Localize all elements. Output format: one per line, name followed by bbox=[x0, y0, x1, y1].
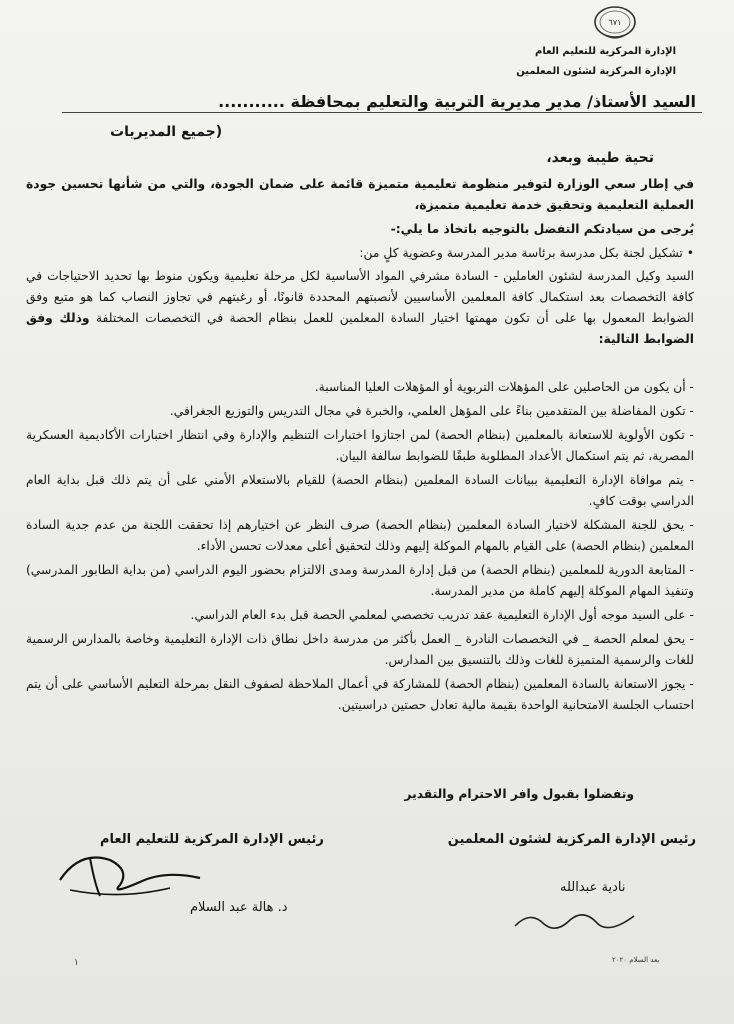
committee-lead: • تشكيل لجنة بكل مدرسة برئاسة مدير المدرسة وعضوية كلٍ من: bbox=[359, 246, 694, 260]
addressee-title: السيد الأستاذ/ مدير مديرية التربية والتعليم بمحافظة ........... bbox=[218, 92, 696, 111]
rule-item: - على السيد موجه أول الإدارة التعليمية عقد تدريب تخصصي لمعلمي الحصة قبل بدء العام الدراسي. bbox=[190, 608, 694, 622]
committee-body: السيد وكيل المدرسة لشئون العاملين - السادة مشرفي المواد الأساسية لكل مرحلة تعليمية ويكون منوط بها تحديد الاحتياجات في كافة التخصصات بعد استكمال كافة المعلمين الأساسيين لأنصبتهم المحددة قانونًا، أو رغبتهم في تجاوز النصاب كما هو متبع وفق الضوابط المعمول بها على أن تكون مهمتها اختيار السادة المعلمين للعمل بنظام الحصة في التخصصات المختلفة bbox=[26, 269, 694, 325]
org-line-teachers-affairs: الإدارة المركزية لشئون المعلمين bbox=[516, 66, 676, 77]
rule-item: - يتم موافاة الإدارة التعليمية ببيانات السادة المعلمين (بنظام الحصة) للقيام بالاستعلام الأمني على أن يتم ذلك قبل بداية العام الدراسي بوقت كافٍ. bbox=[26, 473, 694, 508]
footer-note: بعد السلام ٢٠٢٠ bbox=[612, 956, 660, 964]
committee-paragraph bbox=[26, 266, 694, 350]
logo-text: ٦٧١ bbox=[608, 18, 622, 27]
rule-item: - يحق للجنة المشكلة لاختيار السادة المعلمين (بنظام الحصة) صرف النظر عن اختيارهم إذا تحققت اللجنة من عدم جدية السادة المعلمين (بنظام الحصة) على القيام بالمهام الموكلة إليهم وذلك لتحقيق أعلى معدلات تحسن الأداء. bbox=[26, 518, 694, 553]
all-directorates-label: (جميع المديريات bbox=[110, 124, 223, 140]
signature-name-right: نادية عبدالله bbox=[560, 880, 626, 895]
greeting: تحية طيبة وبعد، bbox=[546, 150, 654, 166]
title-underline bbox=[62, 112, 702, 113]
committee-rules-intro: وذلك وفق الضوابط التالية: bbox=[26, 311, 694, 346]
closing-line: وتفضلوا بقبول وافر الاحترام والتقدير bbox=[404, 787, 634, 801]
rule-item: - المتابعة الدورية للمعلمين (بنظام الحصة) من قبل إدارة المدرسة ومدى الالتزام بحضور اليوم الدراسي (من بداية الطابور المدرسي) وتنفيذ المهام الموكلة إليهم كاملة من مدير المدرسة. bbox=[26, 563, 694, 598]
signature-scribble-right-icon bbox=[510, 902, 640, 938]
request-line: يُرجى من سيادتكم التفضل بالتوجيه باتخاذ ما يلي:- bbox=[390, 222, 694, 236]
rule-item: - أن يكون من الحاصلين على المؤهلات التربوية أو المؤهلات العليا المناسبة. bbox=[314, 380, 694, 394]
rule-item: - تكون الأولوية للاستعانة بالمعلمين (بنظام الحصة) لمن اجتازوا اختبارات التنظيم والإدارة وفي انتظار اختبارات الأكاديمية العسكرية المصرية، ثم يتم استكمال الأعداد المطلوبة طبقًا للضوابط سالفة البيان. bbox=[26, 428, 694, 463]
rule-item: - يجوز الاستعانة بالسادة المعلمين (بنظام الحصة) للمشاركة في أعمال الملاحظة لصفوف النقل بمرحلة التعليم الأساسي على أن يتم احتساب الجلسة الامتحانية الواحدة بقيمة مالية تعادل حصتين دراسيتين. bbox=[26, 677, 694, 712]
ministry-logo-icon bbox=[592, 4, 638, 44]
page-number: ١ bbox=[74, 958, 79, 968]
rule-item: - تكون المفاضلة بين المتقدمين بناءً على المؤهل العلمي، والخبرة في مجال التدريس والتوزيع الجغرافي. bbox=[169, 404, 694, 418]
org-line-general-education: الإدارة المركزية للتعليم العام bbox=[535, 46, 676, 57]
rule-item: - يحق لمعلم الحصة _ في التخصصات النادرة _ العمل بأكثر من مدرسة داخل نطاق ذات الإدارة التعليمية وخاصة بالمدارس الرسمية للغات والرسمية المتميزة للغات وذلك بالتنسيق بين المدارس. bbox=[26, 632, 694, 667]
signature-name-left: د. هالة عبد السلام bbox=[190, 900, 288, 915]
signature-scribble-left-icon bbox=[50, 830, 210, 910]
intro-paragraph: في إطار سعي الوزارة لتوفير منظومة تعليمية متميزة قائمة على ضمان الجودة، والتي من شأنها تحسين جودة العملية التعليمية وتحقيق خدمة تعليمية متميزة، bbox=[26, 177, 694, 212]
signature-title-general-education: رئيس الإدارة المركزية للتعليم العام bbox=[100, 832, 324, 847]
signature-title-teachers-affairs: رئيس الإدارة المركزية لشئون المعلمين bbox=[447, 832, 696, 847]
rules-list bbox=[26, 377, 694, 719]
